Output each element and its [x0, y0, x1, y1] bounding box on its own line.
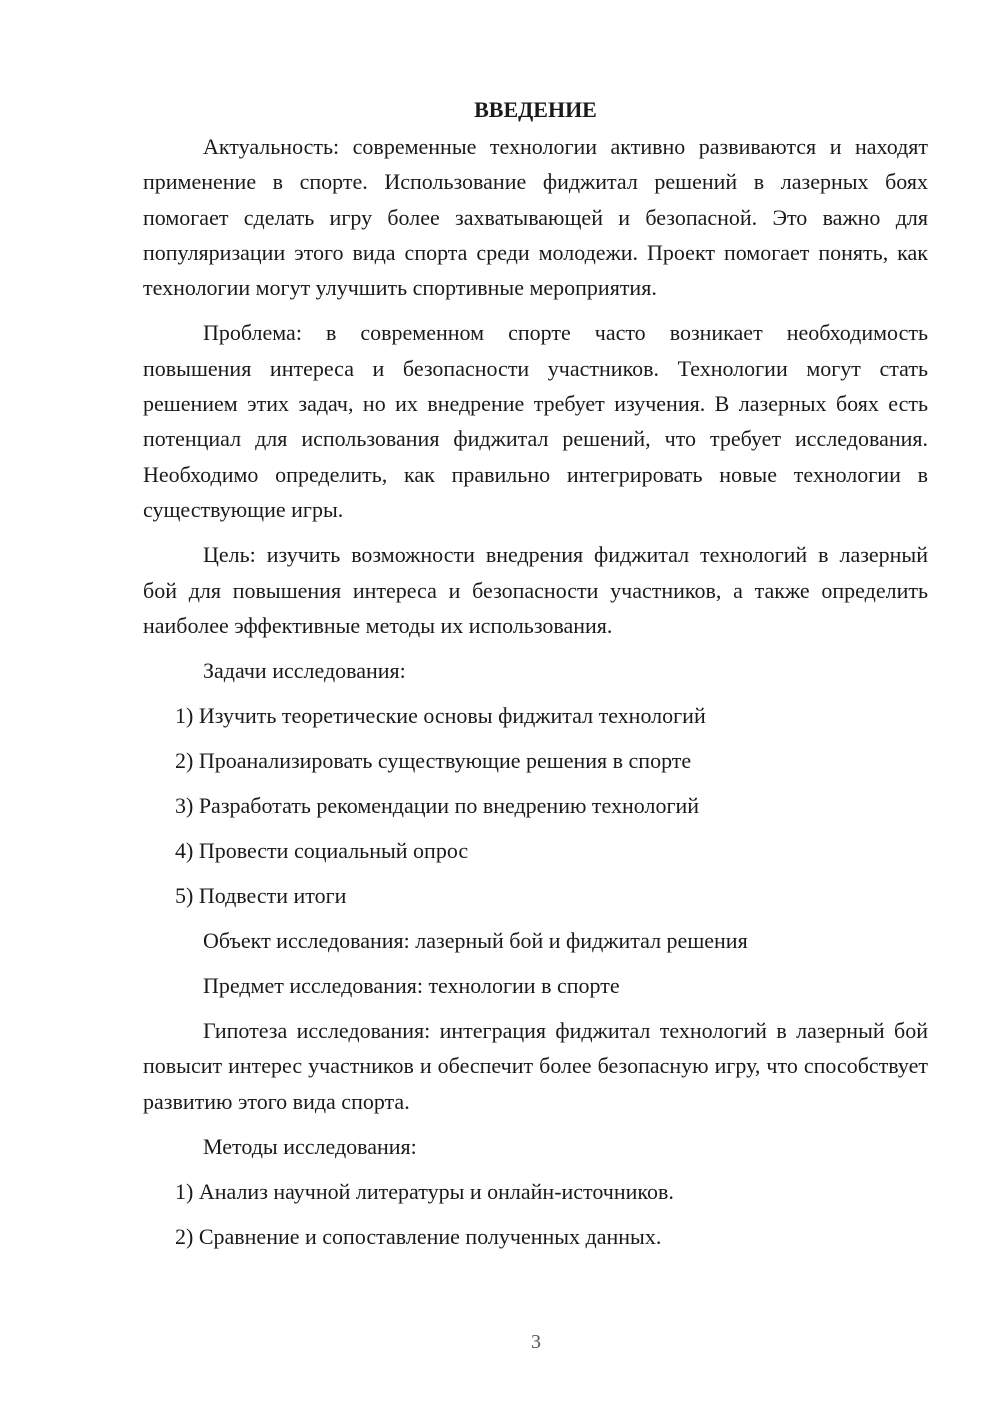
relevance-paragraph: Актуальность: современные технологии активно развиваются и находят применение в спорте. Использование фиджитал решений в лазерных боях помогает сделать игру более захватывающей и безопасной. Это важно для популяризации этого вида спорта среди молодежи. Проект помогает понять, как технологии могут улучшить спортивные мероприятия. — [143, 134, 928, 301]
research-object: Объект исследования: лазерный бой и фиджитал решения — [203, 928, 748, 954]
task-item: 1) Изучить теоретические основы фиджитал технологий — [175, 703, 706, 729]
method-item: 1) Анализ научной литературы и онлайн-источников. — [175, 1179, 674, 1205]
hypothesis-paragraph: Гипотеза исследования: интеграция фиджитал технологий в лазерный бой повысит интерес участников и обеспечит более безопасную игру, что способствует развитию этого вида спорта. — [143, 1018, 928, 1114]
task-item: 3) Разработать рекомендации по внедрению технологий — [175, 793, 700, 819]
page-number: 3 — [531, 1331, 541, 1353]
tasks-heading: Задачи исследования: — [203, 658, 406, 684]
research-subject: Предмет исследования: технологии в спорте — [203, 973, 620, 999]
goal-paragraph: Цель: изучить возможности внедрения фиджитал технологий в лазерный бой для повышения интереса и безопасности участников, а также определить наиболее эффективные методы их использования. — [143, 542, 928, 638]
task-item: 2) Проанализировать существующие решения в спорте — [175, 748, 692, 774]
methods-heading: Методы исследования: — [203, 1134, 417, 1160]
method-item: 2) Сравнение и сопоставление полученных данных. — [175, 1224, 662, 1250]
problem-paragraph: Проблема: в современном спорте часто возникает необходимость повышения интереса и безопасности участников. Технологии могут стать решением этих задач, но их внедрение требует изучения. В лазерных боях есть потенциал для использования фиджитал решений, что требует исследования. Необходимо определить, как правильно интегрировать новые технологии в существующие игры. — [143, 320, 928, 522]
document-page — [143, 92, 928, 1264]
task-item: 4) Провести социальный опрос — [175, 838, 469, 864]
task-item: 5) Подвести итоги — [175, 883, 347, 909]
page-title: ВВЕДЕНИЕ — [474, 97, 597, 122]
